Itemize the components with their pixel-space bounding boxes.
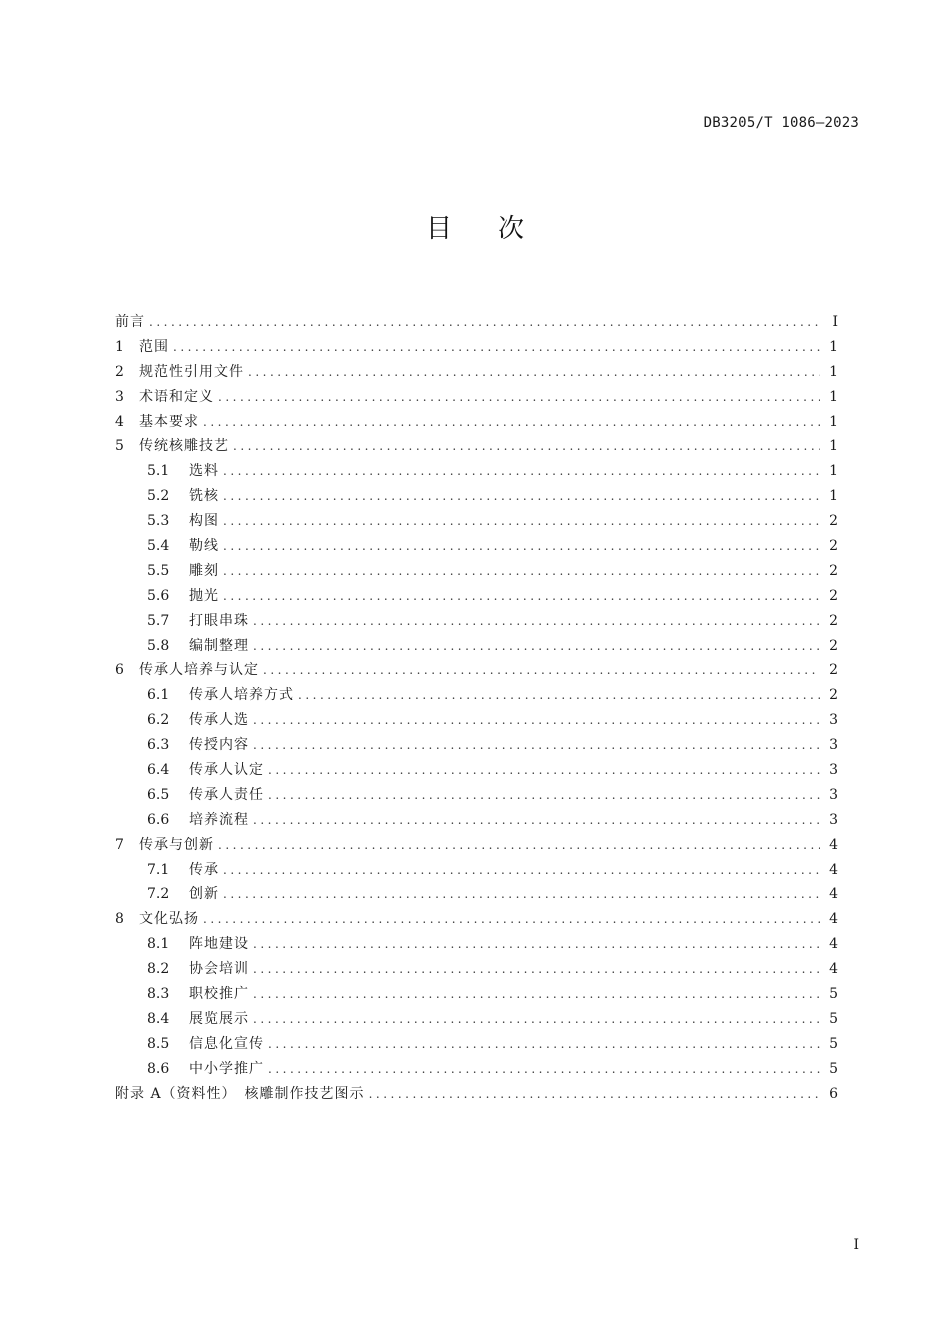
toc-entry-label: 职校推广 [189, 986, 249, 1003]
toc-entry[interactable] [115, 882, 838, 907]
toc-entry-label: 雕刻 [189, 562, 219, 579]
toc-entry-page: 1 [829, 338, 838, 355]
toc-entry-page: 1 [829, 388, 838, 405]
dot-leader [223, 509, 820, 534]
dot-leader [248, 360, 820, 385]
toc-entry-page: 5 [829, 1060, 838, 1077]
toc-entry-page: 3 [829, 811, 838, 828]
dot-leader [369, 1082, 820, 1107]
toc-entry-number: 2 [115, 363, 124, 380]
toc-entry-page: 4 [829, 911, 838, 928]
toc-entry-label: 附录 A（资料性） 核雕制作技艺图示 [115, 1085, 365, 1102]
toc-entry[interactable] [115, 335, 838, 360]
toc-entry-number: 1 [115, 338, 124, 355]
dot-leader [223, 882, 820, 907]
toc-entry-number: 5.3 [147, 513, 170, 530]
toc-entry-number: 5 [115, 438, 124, 455]
toc-entry[interactable] [115, 634, 838, 659]
toc-entry-label: 铣核 [189, 488, 219, 505]
dot-leader [253, 982, 820, 1007]
dot-leader [253, 957, 820, 982]
toc-entry-label: 术语和定义 [139, 388, 214, 405]
toc-entry-number: 8.5 [147, 1035, 170, 1052]
toc-entry-page: 4 [829, 886, 838, 903]
toc-entry[interactable] [115, 310, 838, 335]
dot-leader [253, 634, 820, 659]
dot-leader [268, 1032, 820, 1057]
toc-entry-page: 1 [829, 413, 838, 430]
toc-entry-page: 2 [829, 538, 838, 555]
toc-entry-label: 传承人责任 [189, 786, 264, 803]
toc-entry-label: 基本要求 [139, 413, 199, 430]
toc-entry[interactable] [115, 509, 838, 534]
toc-entry-number: 8.2 [147, 961, 170, 978]
toc-entry-number: 6.3 [147, 737, 170, 754]
toc-entry-page: 2 [829, 662, 838, 679]
toc-entry[interactable] [115, 360, 838, 385]
toc-entry-page: 2 [829, 612, 838, 629]
dot-leader [253, 932, 820, 957]
dot-leader [253, 708, 820, 733]
toc-entry-label: 打眼串珠 [189, 612, 249, 629]
toc-entry-label: 传承与创新 [139, 836, 214, 853]
toc-entry-number: 5.1 [147, 463, 170, 480]
toc-entry-number: 5.5 [147, 562, 170, 579]
page-number: I [853, 1237, 859, 1253]
toc-entry-page: 3 [829, 762, 838, 779]
toc-entry-page: 2 [829, 687, 838, 704]
toc-entry-page: 5 [829, 986, 838, 1003]
toc-entry[interactable] [115, 758, 838, 783]
toc-entry-number: 8 [115, 911, 124, 928]
toc-entry-label: 传授内容 [189, 737, 249, 754]
dot-leader [253, 808, 820, 833]
dot-leader [173, 335, 820, 360]
dot-leader [218, 833, 820, 858]
toc-entry-page: 5 [829, 1035, 838, 1052]
document-code: DB3205/T 1086—2023 [703, 115, 859, 131]
toc-entry[interactable] [115, 385, 838, 410]
toc-entry-label: 传承人培养与认定 [139, 662, 259, 679]
toc-entry-label: 传承人认定 [189, 762, 264, 779]
toc-entry-label: 信息化宣传 [189, 1035, 264, 1052]
toc-entry-label: 传承 [189, 861, 219, 878]
toc-entry-page: 2 [829, 587, 838, 604]
toc-entry-label: 文化弘扬 [139, 911, 199, 928]
toc-entry-label: 传统核雕技艺 [139, 438, 229, 455]
toc-entry-number: 6.6 [147, 811, 170, 828]
toc-entry[interactable] [115, 982, 838, 1007]
toc-entry-number: 8.1 [147, 936, 170, 953]
toc-entry-number: 8.6 [147, 1060, 170, 1077]
toc-entry-label: 前言 [115, 314, 145, 330]
toc-entry-number: 6 [115, 662, 124, 679]
toc-entry[interactable] [115, 609, 838, 634]
toc-entry-label: 培养流程 [189, 811, 249, 828]
dot-leader [223, 858, 820, 883]
toc-entry-page: 4 [829, 861, 838, 878]
toc-entry-number: 5.4 [147, 538, 170, 555]
toc-entry-number: 6.1 [147, 687, 170, 704]
toc-entry-number: 6.2 [147, 712, 170, 729]
toc-entry[interactable] [115, 932, 838, 957]
dot-leader [223, 559, 820, 584]
dot-leader [268, 783, 820, 808]
toc-entry-label: 范围 [139, 338, 169, 355]
toc-entry-label: 传承人培养方式 [189, 687, 294, 704]
toc-entry-page: 3 [829, 737, 838, 754]
toc-entry-label: 抛光 [189, 587, 219, 604]
toc-title-char: 目 [425, 214, 452, 244]
toc-entry-number: 6.4 [147, 762, 170, 779]
toc-entry-label: 编制整理 [189, 637, 249, 654]
toc-entry[interactable] [115, 584, 838, 609]
toc-entry-number: 5.6 [147, 587, 170, 604]
toc-entry[interactable] [115, 484, 838, 509]
toc-entry[interactable] [115, 459, 838, 484]
toc-entry-page: 1 [829, 488, 838, 505]
toc-entry-page: 2 [829, 562, 838, 579]
toc-entry[interactable] [115, 708, 838, 733]
dot-leader [253, 733, 820, 758]
toc-entry-number: 5.8 [147, 637, 170, 654]
toc-entry-page: 2 [829, 513, 838, 530]
toc-entry-page: I [832, 314, 838, 330]
toc-entry-label: 勒线 [189, 538, 219, 555]
toc-entry-number: 6.5 [147, 786, 170, 803]
toc-entry-number: 7.2 [147, 886, 170, 903]
toc-entry-page: 1 [829, 463, 838, 480]
toc-entry-number: 7.1 [147, 861, 170, 878]
toc-entry[interactable] [115, 808, 838, 833]
toc-entry-page: 3 [829, 786, 838, 803]
toc-entry-label: 构图 [189, 513, 219, 530]
toc-entry-label: 规范性引用文件 [139, 363, 244, 380]
dot-leader [253, 1007, 820, 1032]
toc-entry-number: 5.2 [147, 488, 170, 505]
toc-entry-label: 创新 [189, 886, 219, 903]
toc-entry-page: 4 [829, 836, 838, 853]
toc-entry-page: 4 [829, 936, 838, 953]
toc-entry[interactable] [115, 658, 838, 683]
dot-leader [253, 609, 820, 634]
toc-entry[interactable] [115, 833, 838, 858]
dot-leader [268, 1057, 820, 1082]
toc-entry[interactable] [115, 907, 838, 932]
toc-entry-page: 1 [829, 438, 838, 455]
toc-entry[interactable] [115, 410, 838, 435]
dot-leader [223, 584, 820, 609]
toc-entry-label: 传承人选 [189, 712, 249, 729]
toc-entry[interactable] [115, 1032, 838, 1057]
toc-entry-page: 5 [829, 1010, 838, 1027]
dot-leader [218, 385, 820, 410]
dot-leader [298, 683, 820, 708]
dot-leader [203, 907, 820, 932]
dot-leader [149, 310, 820, 335]
toc-entry-page: 2 [829, 637, 838, 654]
toc-list [115, 310, 838, 1107]
toc-entry-label: 展览展示 [189, 1010, 249, 1027]
toc-entry[interactable] [115, 1082, 838, 1107]
toc-entry-label: 协会培训 [189, 961, 249, 978]
toc-entry[interactable] [115, 957, 838, 982]
toc-entry[interactable] [115, 783, 838, 808]
toc-entry[interactable] [115, 434, 838, 459]
toc-title [0, 208, 950, 245]
toc-entry-page: 3 [829, 712, 838, 729]
toc-entry-number: 5.7 [147, 612, 170, 629]
toc-entry-page: 1 [829, 363, 838, 380]
toc-entry[interactable] [115, 559, 838, 584]
toc-entry-number: 4 [115, 413, 124, 430]
toc-entry[interactable] [115, 858, 838, 883]
dot-leader [263, 658, 820, 683]
dot-leader [223, 534, 820, 559]
toc-entry-number: 7 [115, 836, 124, 853]
dot-leader [233, 434, 820, 459]
dot-leader [203, 410, 820, 435]
dot-leader [268, 758, 820, 783]
toc-entry[interactable] [115, 1007, 838, 1032]
toc-entry[interactable] [115, 534, 838, 559]
toc-title-char: 次 [498, 214, 525, 244]
toc-entry[interactable] [115, 1057, 838, 1082]
toc-entry-number: 8.4 [147, 1010, 170, 1027]
toc-entry[interactable] [115, 683, 838, 708]
toc-entry-number: 8.3 [147, 986, 170, 1003]
toc-entry-number: 3 [115, 388, 124, 405]
dot-leader [223, 484, 820, 509]
dot-leader [223, 459, 820, 484]
toc-entry-page: 6 [829, 1085, 838, 1102]
toc-entry-page: 4 [829, 961, 838, 978]
toc-entry-label: 中小学推广 [189, 1060, 264, 1077]
toc-entry-label: 阵地建设 [189, 936, 249, 953]
toc-entry-label: 选料 [189, 463, 219, 480]
toc-entry[interactable] [115, 733, 838, 758]
